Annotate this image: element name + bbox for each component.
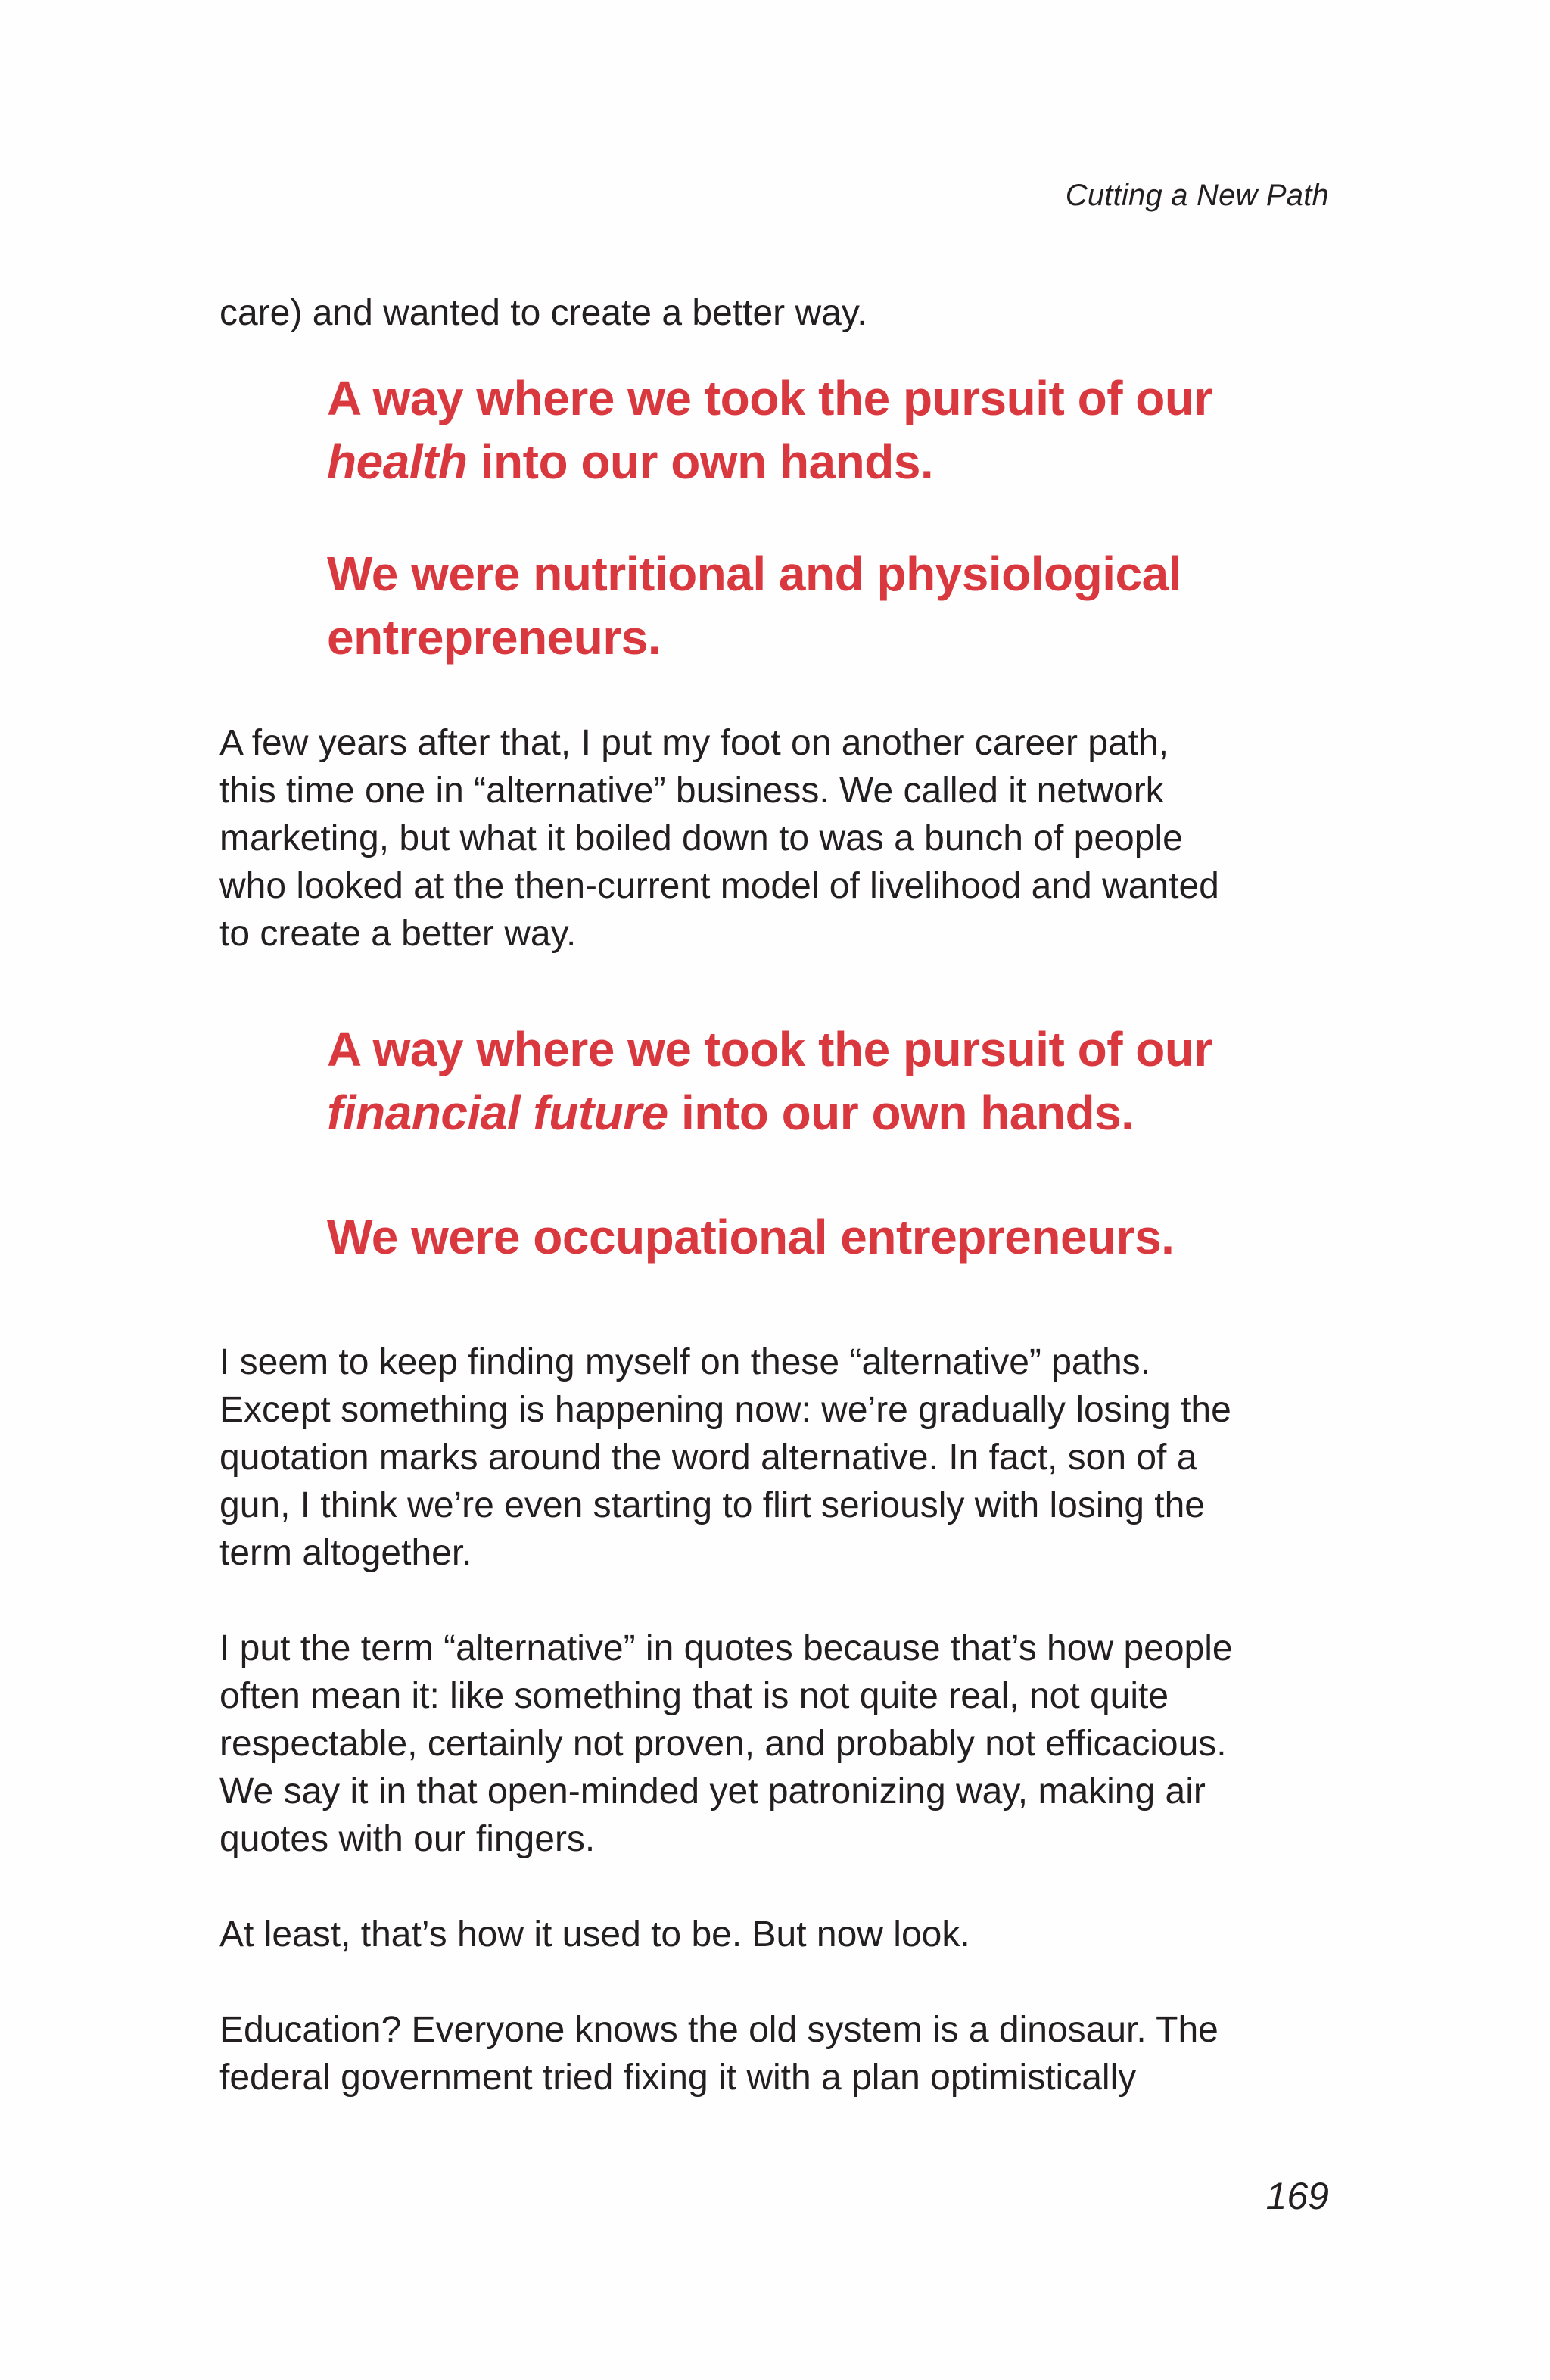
pull-quote-health-rest: into our own hands. xyxy=(467,435,934,489)
paragraph-continuation: care) and wanted to create a better way. xyxy=(219,293,867,333)
pull-quote-nutritional-line2: entrepreneurs. xyxy=(327,610,661,665)
pull-quote-nutritional xyxy=(327,542,1356,669)
pull-quote-health-emphasis: health xyxy=(327,435,468,489)
pull-quote-financial-emphasis: financial future xyxy=(327,1086,668,1140)
paragraph-education: Education? Everyone knows the old system is a dinosaur. The federal government tried fixing it with a plan optimistically xyxy=(219,2010,1219,2098)
pull-quote-financial xyxy=(327,1017,1356,1145)
pull-quote-health-line1: A way where we took the pursuit of our xyxy=(327,371,1212,425)
paragraph-network-marketing: A few years after that, I put my foot on another career path, this time one in “alternative” business. We called it network marketing, but what it boiled down to was a bunch of people who looked at the then-current model of livelihood and wanted to create a better way. xyxy=(219,723,1219,954)
page-number: 169 xyxy=(1265,2175,1329,2217)
pull-quote-nutritional-line1: We were nutritional and physiological xyxy=(327,547,1181,601)
paragraph-air-quotes: I put the term “alternative” in quotes because that’s how people often mean it: like something that is not quite real, not quite respectable, certainly not proven, and probably not efficacious. We say it in that open-minded yet patronizing way, making air quotes with our fingers. xyxy=(219,1628,1233,1859)
running-head: Cutting a New Path xyxy=(1065,179,1329,212)
paragraph-used-to-be: At least, that’s how it used to be. But now look. xyxy=(219,1914,970,1955)
paragraph-alternative-paths: I seem to keep finding myself on these “alternative” paths. Except something is happening now: we’re gradually losing the quotation marks around the word alternative. In fact, son of a gun, I think we’re even starting to flirt seriously with losing the term altogether. xyxy=(219,1342,1231,1573)
pull-quote-financial-rest: into our own hands. xyxy=(668,1086,1134,1140)
pull-quote-financial-line1: A way where we took the pursuit of our xyxy=(327,1022,1212,1076)
pull-quote-health xyxy=(327,366,1356,494)
pull-quote-occupational: We were occupational entrepreneurs. xyxy=(327,1210,1175,1264)
